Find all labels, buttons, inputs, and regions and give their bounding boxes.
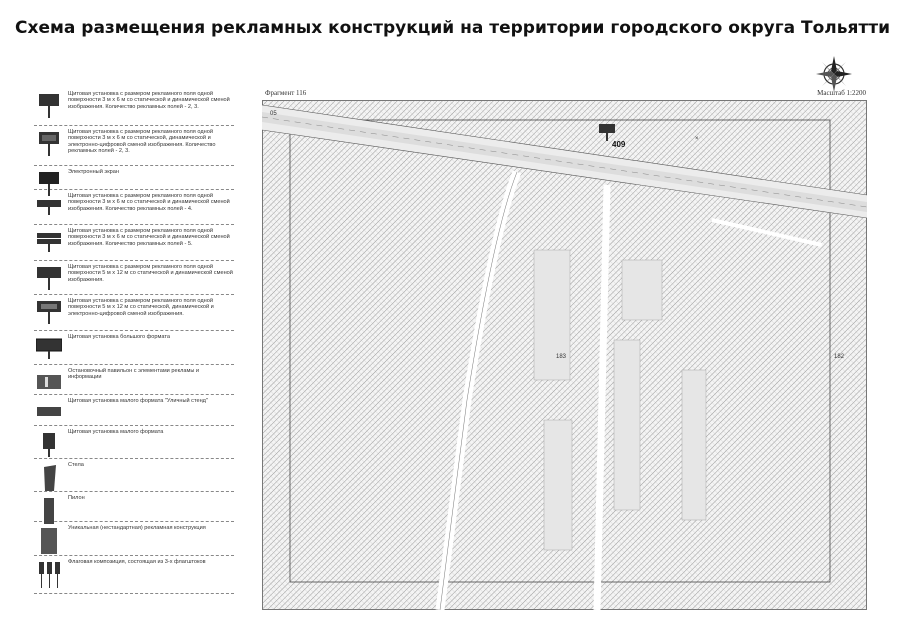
- billboard-five-fields-icon: [36, 229, 62, 259]
- street-stand-icon: [36, 399, 62, 429]
- legend-item-label: Щитовая установка с размером рекламного поля одной поверхности 5 м х 12 м со статической и динамической сменой изображения.: [68, 264, 233, 283]
- legend-item: [34, 126, 234, 166]
- legend-item: [34, 522, 234, 556]
- billboard-409-marker: [599, 124, 615, 133]
- building-block: [534, 250, 570, 380]
- building-block: [614, 340, 640, 510]
- billboard-single-icon: [36, 92, 62, 122]
- legend-item: [34, 190, 234, 225]
- scale-label: Масштаб 1:2200: [817, 89, 866, 97]
- legend-item: [34, 426, 234, 459]
- building-block: [682, 370, 706, 520]
- legend-item: [34, 331, 234, 365]
- billboard-409-label[interactable]: 409: [612, 140, 626, 149]
- billboard-5x12-icon: [36, 265, 62, 295]
- map-cross-marker: ×: [695, 136, 699, 142]
- unique-construction-icon: [36, 526, 62, 556]
- billboard-5x12-electronic-icon: [36, 299, 62, 329]
- building-block: [544, 420, 572, 550]
- legend-item-label: Стела: [68, 462, 84, 468]
- legend-item: [34, 225, 234, 261]
- legend-item-label: Флаговая композиция, состоящая из 3-х флагштоков: [68, 559, 206, 565]
- fragment-label: Фрагмент 116: [265, 89, 307, 97]
- legend-item: [34, 492, 234, 522]
- compass-rose-icon: [815, 55, 853, 93]
- building-block: [622, 260, 662, 320]
- block-number-label: 182: [834, 354, 845, 360]
- flag-composition-icon: [36, 560, 62, 590]
- billboard-409-post: [606, 133, 608, 141]
- legend-item: [34, 166, 234, 190]
- legend-item-label: Электронный экран: [68, 169, 119, 175]
- legend-item-label: Щитовая установка с размером рекламного поля одной поверхности 3 м х 6 м со статической и динамической сменой изображения. Количество рекламных полей - 2, 3.: [68, 91, 230, 110]
- legend-item: [34, 295, 234, 331]
- legend-item: [34, 88, 234, 126]
- page-title: Схема размещения рекламных конструкций на территории городского округа Тольятти: [15, 18, 890, 38]
- billboard-four-fields-icon: [36, 194, 62, 224]
- legend-item-label: Щитовая установка малого формата: [68, 429, 164, 435]
- corner-number-label: 05: [270, 111, 277, 117]
- legend-item: [34, 365, 234, 395]
- block-number-label: 183: [556, 354, 567, 360]
- stele-icon: [36, 463, 62, 493]
- legend: [34, 88, 234, 594]
- legend-item-label: Щитовая установка с размером рекламного поля одной поверхности 3 м х 6 м со статической, динамической и электронно-цифровой сменой изображения. Количество рекламных полей - 2, 3.: [68, 129, 216, 154]
- legend-item-label: Щитовая установка малого формата "Уличный стенд": [68, 398, 208, 404]
- legend-item-label: Уникальная (нестандартная) рекламная конструкция: [68, 525, 206, 531]
- legend-item-label: Остановочный павильон с элементами рекламы и информации: [68, 368, 200, 381]
- small-format-board-icon: [36, 430, 62, 460]
- legend-item: [34, 261, 234, 295]
- large-format-board-icon: [36, 335, 62, 365]
- billboard-electronic-change-icon: [36, 130, 62, 160]
- legend-item-label: Пилон: [68, 495, 85, 501]
- legend-item: [34, 395, 234, 426]
- legend-item-label: Щитовая установка с размером рекламного поля одной поверхности 3 м х 6 м со статической и динамической сменой изображения. Количество рекламных полей - 5.: [68, 228, 230, 247]
- legend-item-label: Щитовая установка с размером рекламного поля одной поверхности 3 м х 6 м со статической и динамической сменой изображения. Количество рекламных полей - 4.: [68, 193, 230, 212]
- legend-item: [34, 556, 234, 594]
- legend-item-label: Щитовая установка большого формата: [68, 334, 170, 340]
- legend-item: [34, 459, 234, 492]
- legend-item-label: Щитовая установка с размером рекламного поля одной поверхности 5 м х 12 м со статической, динамической и электронно-цифровой сменой изображения.: [68, 298, 214, 317]
